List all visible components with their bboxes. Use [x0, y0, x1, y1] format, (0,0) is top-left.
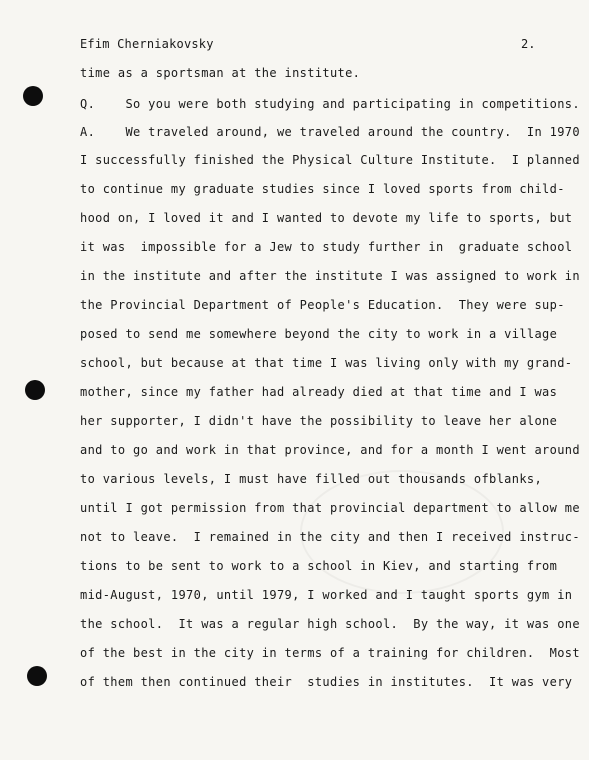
header-interviewee-name: Efim Cherniakovsky	[80, 37, 214, 51]
text-line: mother, since my father had already died at that time and I was	[80, 385, 558, 399]
text-line: her supporter, I didn't have the possibility to leave her alone	[80, 414, 558, 428]
text-line: and to go and work in that province, and for a month I went around	[80, 443, 580, 457]
punch-hole-top	[23, 86, 43, 106]
text-line: the Provincial Department of People's Education. They were sup-	[80, 298, 565, 312]
text-line: the school. It was a regular high school. By the way, it was one	[80, 617, 580, 631]
text-line: in the institute and after the institute I was assigned to work in	[80, 269, 580, 283]
text-line: posed to send me somewhere beyond the city to work in a village	[80, 327, 558, 341]
text-line: of the best in the city in terms of a training for children. Most	[80, 646, 580, 660]
page-number: 2.	[521, 37, 536, 51]
text-line: it was impossible for a Jew to study further in graduate school	[80, 240, 573, 254]
text-line: I successfully finished the Physical Culture Institute. I planned	[80, 153, 580, 167]
text-line: tions to be sent to work to a school in Kiev, and starting from	[80, 559, 558, 573]
text-line: to continue my graduate studies since I loved sports from child-	[80, 182, 565, 196]
text-line: hood on, I loved it and I wanted to devote my life to sports, but	[80, 211, 573, 225]
text-line: of them then continued their studies in institutes. It was very	[80, 675, 573, 689]
text-line: to various levels, I must have filled out thousands ofblanks,	[80, 472, 543, 486]
text-line: school, but because at that time I was living only with my grand-	[80, 356, 573, 370]
text-line: until I got permission from that provincial department to allow me	[80, 501, 580, 515]
punch-hole-bottom	[27, 666, 47, 686]
text-line: time as a sportsman at the institute.	[80, 66, 361, 80]
punch-hole-middle	[25, 380, 45, 400]
text-line: A. We traveled around, we traveled around the country. In 1970	[80, 125, 580, 139]
text-line: mid-August, 1970, until 1979, I worked and I taught sports gym in	[80, 588, 573, 602]
text-line: Q. So you were both studying and participating in competitions.	[80, 97, 580, 111]
text-line: not to leave. I remained in the city and then I received instruc-	[80, 530, 580, 544]
